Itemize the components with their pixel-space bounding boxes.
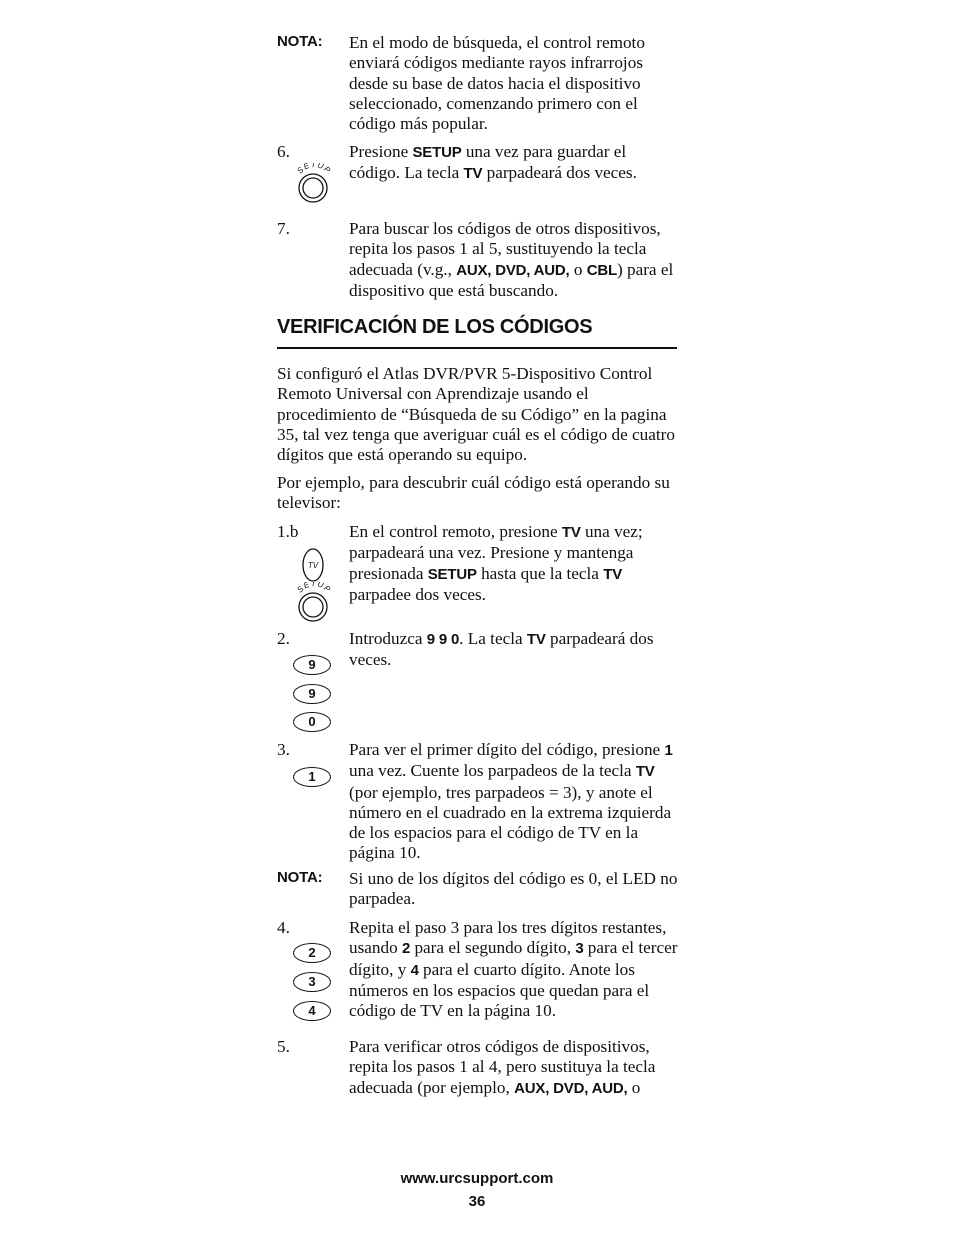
svg-text:TV: TV <box>307 561 319 570</box>
svg-text:SETUP: SETUP <box>295 163 333 176</box>
step-number: 6. <box>277 142 290 161</box>
intro-paragraph: Si configuró el Atlas DVR/PVR 5-Dispositivo Control Remoto Universal con Aprendizaje usando el procedimiento de “Búsqueda de su Código” en la pagina 35, tal vez tenga que averiguar cuál es el código de cuatro dígitos que está operando su equipo. <box>277 364 675 465</box>
number-key-icon: 0 <box>293 712 331 732</box>
note-text: En el modo de búsqueda, el control remoto enviará códigos mediante rayos infrarrojos desde su base de datos hacia el dispositivo seleccionado, comenzando primero con el código más popular. <box>349 33 645 134</box>
step-text: Presione SETUP una vez para guardar el código. La tecla TV parpadeará dos veces. <box>349 142 637 183</box>
section-heading: VERIFICACIÓN DE LOS CÓDIGOS <box>277 316 593 338</box>
number-key-icon: 1 <box>293 767 331 787</box>
heading-rule <box>277 347 677 349</box>
step-text: Para ver el primer dígito del código, presione 1 una vez. Cuente los parpadeos de la tecla TV (por ejemplo, tres parpadeos = 3), y anote el número en el cuadrado en la extrema izquierda de los espacios para el código de TV en la página 10. <box>349 740 673 863</box>
step-text: Repita el paso 3 para los tres dígitos restantes, usando 2 para el segundo dígito, 3 para el tercer dígito, y 4 para el cuarto dígito. Anote los números en los espacios que quedan para el código de TV en la página 10. <box>349 918 678 1021</box>
number-key-icon: 3 <box>293 972 331 992</box>
svg-text:SETUP: SETUP <box>295 582 333 595</box>
number-key-icon: 9 <box>293 655 331 675</box>
step-number: 7. <box>277 219 290 238</box>
intro-paragraph: Por ejemplo, para descubrir cuál código está operando su televisor: <box>277 473 670 513</box>
note-label: NOTA: <box>277 33 323 50</box>
setup-key-icon <box>292 582 336 624</box>
page-number: 36 <box>468 1193 486 1210</box>
step-number: 2. <box>277 629 290 648</box>
step-number: 4. <box>277 918 290 937</box>
step-number: 3. <box>277 740 290 759</box>
note-label: NOTA: <box>277 869 323 886</box>
step-text: Para verificar otros códigos de dispositivos, repita los pasos 1 al 4, pero sustituya la tecla adecuada (por ejemplo, AUX, DVD, AUD, o <box>349 1037 656 1097</box>
step-text: Introduzca 9 9 0. La tecla TV parpadeará dos veces. <box>349 629 654 670</box>
step-text: Para buscar los códigos de otros dispositivos, repita los pasos 1 al 5, sustituyendo la tecla adecuada (v.g., AUX, DVD, AUD, o CBL) para el dispositivo que está buscando. <box>349 219 674 300</box>
note-text: Si uno de los dígitos del código es 0, el LED no parpadea. <box>349 869 678 909</box>
footer-url: www.urcsupport.com <box>400 1170 554 1187</box>
tv-key-icon <box>300 546 326 584</box>
setup-key-icon <box>292 163 336 205</box>
number-key-icon: 2 <box>293 943 331 963</box>
step-number: 1.b <box>277 522 299 541</box>
step-number: 5. <box>277 1037 290 1056</box>
step-text: En el control remoto, presione TV una vez; parpadeará una vez. Presione y mantenga presionada SETUP hasta que la tecla TV parpadee dos veces. <box>349 522 643 604</box>
number-key-icon: 9 <box>293 684 331 704</box>
number-key-icon: 4 <box>293 1001 331 1021</box>
